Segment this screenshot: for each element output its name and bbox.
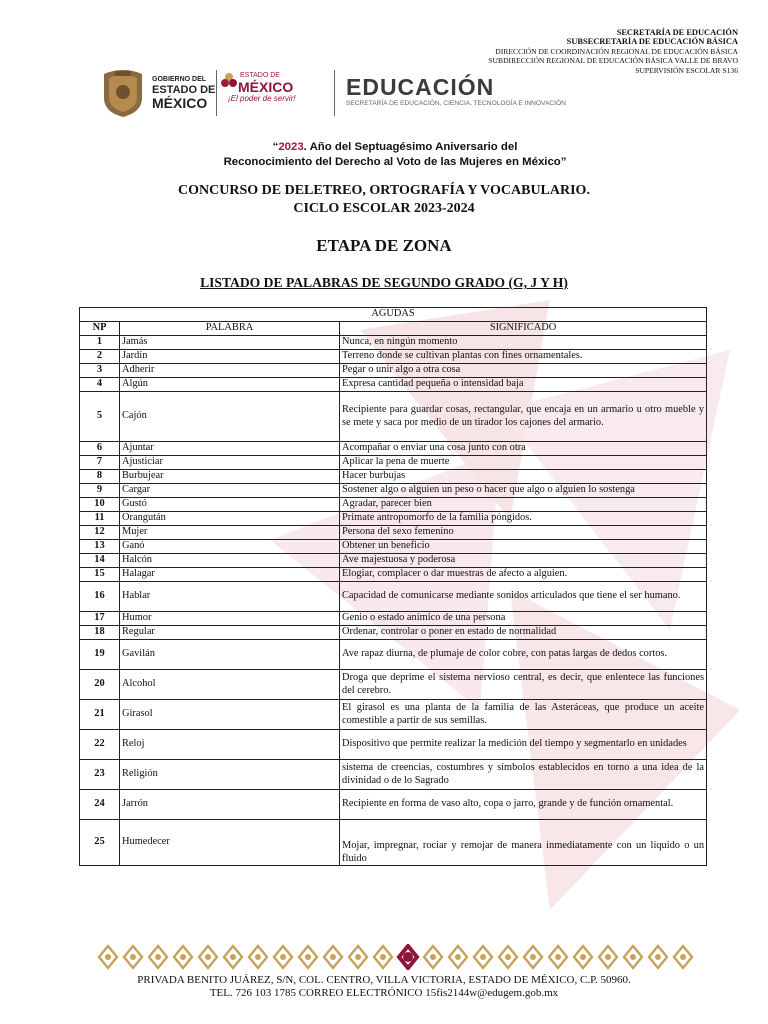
table-row	[80, 612, 707, 626]
table-row	[80, 582, 707, 612]
row-word: Mujer	[120, 526, 340, 540]
row-meaning: Elogiar, complacer o dar muestras de afecto a alguien.	[340, 568, 707, 582]
band-dot	[580, 954, 586, 960]
table-row	[80, 670, 707, 700]
band-dot	[530, 954, 536, 960]
band-dot	[505, 954, 511, 960]
flower-icon	[220, 72, 238, 90]
motto-year: 2023	[278, 141, 304, 153]
header-line-1: SECRETARÍA DE EDUCACIÓN	[616, 28, 738, 37]
row-word: Jarrón	[120, 790, 340, 820]
edomex-logo-top: ESTADO DE	[240, 72, 280, 79]
state-seal-icon	[100, 68, 146, 118]
header-line-2: SUBSECRETARÍA DE EDUCACIÓN BÁSICA	[566, 37, 738, 47]
educacion-logo	[346, 74, 566, 108]
table-row	[80, 626, 707, 640]
band-dot	[330, 954, 336, 960]
table-row	[80, 336, 707, 350]
row-meaning: Hacer burbujas	[340, 470, 707, 484]
row-meaning: Nunca, en ningún momento	[340, 336, 707, 350]
row-meaning: Acompañar o enviar una cosa junto con otra	[340, 442, 707, 456]
table-row	[80, 700, 707, 730]
row-word: Humor	[120, 612, 340, 626]
row-word: Gustó	[120, 498, 340, 512]
row-word: Jamás	[120, 336, 340, 350]
row-number: 12	[80, 526, 120, 540]
word-table	[79, 307, 707, 866]
table-row	[80, 392, 707, 442]
row-meaning: Dispositivo que permite realizar la medición del tiempo y segmentarlo en unidades	[340, 730, 707, 760]
row-number: 13	[80, 540, 120, 554]
row-number: 2	[80, 350, 120, 364]
row-number: 8	[80, 470, 120, 484]
table-row	[80, 512, 707, 526]
row-meaning: Capacidad de comunicarse mediante sonidos articulados que tiene el ser humano.	[340, 582, 707, 612]
table-row	[80, 790, 707, 820]
row-number: 25	[80, 820, 120, 866]
table-row	[80, 730, 707, 760]
row-word: Reloj	[120, 730, 340, 760]
row-meaning: Ordenar, controlar o poner en estado de normalidad	[340, 626, 707, 640]
contest-title: CONCURSO DE DELETREO, ORTOGRAFÍA Y VOCABULARIO.	[178, 183, 590, 198]
row-number: 10	[80, 498, 120, 512]
school-cycle: CICLO ESCOLAR 2023-2024	[293, 201, 475, 216]
band-dot	[355, 954, 361, 960]
edu-logo-subtitle: SECRETARÍA DE EDUCACIÓN, CIENCIA, TECNOLOGÍA E INNOVACIÓN	[346, 100, 566, 107]
row-number: 21	[80, 700, 120, 730]
row-number: 9	[80, 484, 120, 498]
table-row	[80, 498, 707, 512]
header-line-4: SUBDIRECCIÓN REGIONAL DE EDUCACIÓN BÁSICA VALLE DE BRAVO	[488, 56, 738, 66]
row-number: 1	[80, 336, 120, 350]
row-word: Ganó	[120, 540, 340, 554]
footer-address: PRIVADA BENITO JUÁREZ, S/N, COL. CENTRO, VILLA VICTORIA, ESTADO DE MÉXICO, C.P. 50960.	[137, 974, 631, 986]
table-row	[80, 350, 707, 364]
row-word: Alcohol	[120, 670, 340, 700]
row-meaning: Pegar o unir algo a otra cosa	[340, 364, 707, 378]
row-meaning: Recipiente en forma de vaso alto, copa o jarro, grande y de función ornamental.	[340, 790, 707, 820]
table-row	[80, 568, 707, 582]
band-dot	[480, 954, 486, 960]
row-meaning: Persona del sexo femenino	[340, 526, 707, 540]
row-number: 18	[80, 626, 120, 640]
row-word: Regular	[120, 626, 340, 640]
table-row	[80, 484, 707, 498]
table-row	[80, 364, 707, 378]
header-line-5: SUPERVISIÓN ESCOLAR S136	[635, 65, 738, 75]
logo-divider	[334, 70, 335, 116]
column-header-np: NP	[80, 322, 120, 336]
band-dot	[155, 954, 161, 960]
band-dot	[455, 954, 461, 960]
row-meaning: Expresa cantidad pequeña o intensidad baja	[340, 378, 707, 392]
gob-logo-line2: MÉXICO	[152, 95, 208, 111]
stage-title: ETAPA DE ZONA	[316, 236, 452, 255]
row-number: 5	[80, 392, 120, 442]
band-dot	[605, 954, 611, 960]
row-number: 14	[80, 554, 120, 568]
row-meaning: Droga que deprime el sistema nervioso central, es decir, que enlentece las funciones del cerebro.	[340, 670, 707, 700]
row-word: Orangután	[120, 512, 340, 526]
table-row	[80, 540, 707, 554]
row-word: Jardín	[120, 350, 340, 364]
row-number: 15	[80, 568, 120, 582]
footer-contact: TEL. 726 103 1785 CORREO ELECTRÓNICO 15fis2144w@edugem.gob.mx	[209, 987, 559, 999]
row-number: 23	[80, 760, 120, 790]
gob-logo-line1: ESTADO DE	[152, 84, 216, 96]
gobierno-logo	[152, 76, 215, 110]
row-number: 24	[80, 790, 120, 820]
edomex-logo	[222, 72, 296, 104]
row-word: Religión	[120, 760, 340, 790]
row-number: 22	[80, 730, 120, 760]
table-row	[80, 640, 707, 670]
row-meaning: Genio o estado anímico de una persona	[340, 612, 707, 626]
edu-logo-title: EDUCACIÓN	[346, 74, 495, 100]
row-number: 17	[80, 612, 120, 626]
band-dot	[380, 954, 386, 960]
motto-open-quote: “	[272, 141, 279, 153]
row-meaning: Aplicar la pena de muerte	[340, 456, 707, 470]
row-meaning: Sostener algo o alguien un peso o hacer que algo o alguien lo sostenga	[340, 484, 707, 498]
year-motto	[150, 140, 640, 170]
band-dot	[555, 954, 561, 960]
column-header-meaning: SIGNIFICADO	[340, 322, 707, 336]
row-word: Hablar	[120, 582, 340, 612]
band-dot	[305, 954, 311, 960]
band-dot	[180, 954, 186, 960]
row-number: 7	[80, 456, 120, 470]
row-word: Ajusticiar	[120, 456, 340, 470]
edomex-logo-slogan: ¡El poder de servir!	[228, 94, 296, 103]
row-meaning: sistema de creencias, costumbres y símbolos establecidos en torno a una idea de la divinidad o de lo Sagrado	[340, 760, 707, 790]
row-word: Girasol	[120, 700, 340, 730]
row-word: Cajón	[120, 392, 340, 442]
row-word: Adherir	[120, 364, 340, 378]
decorative-band	[96, 944, 696, 970]
row-meaning: Agradar, parecer bien	[340, 498, 707, 512]
row-number: 19	[80, 640, 120, 670]
header-line-3: DIRECCIÓN DE COORDINACIÓN REGIONAL DE EDUCACIÓN BÁSICA	[495, 46, 738, 56]
row-number: 20	[80, 670, 120, 700]
row-number: 16	[80, 582, 120, 612]
row-word: Algún	[120, 378, 340, 392]
row-word: Humedecer	[120, 820, 340, 866]
row-number: 4	[80, 378, 120, 392]
band-dot	[403, 952, 413, 962]
band-dot	[680, 954, 686, 960]
band-dot	[205, 954, 211, 960]
row-number: 11	[80, 512, 120, 526]
band-dot	[230, 954, 236, 960]
edomex-logo-main: MÉXICO	[238, 79, 294, 95]
table-row	[80, 442, 707, 456]
row-meaning: Ave rapaz diurna, de plumaje de color cobre, con patas largas de dedos cortos.	[340, 640, 707, 670]
table-row	[80, 470, 707, 484]
table-row	[80, 760, 707, 790]
band-dot	[280, 954, 286, 960]
band-dot	[630, 954, 636, 960]
band-dot	[130, 954, 136, 960]
table-row	[80, 554, 707, 568]
band-dot	[105, 954, 111, 960]
column-header-word: PALABRA	[120, 322, 340, 336]
row-word: Halagar	[120, 568, 340, 582]
motto-line2: Reconocimiento del Derecho al Voto de las Mujeres en México”	[223, 156, 567, 168]
row-number: 6	[80, 442, 120, 456]
row-meaning: Recipiente para guardar cosas, rectangular, que encaja en un armario u otro mueble y se mete y saca por medio de un tirador los cajones del armario.	[340, 392, 707, 442]
band-dot	[255, 954, 261, 960]
band-dot	[430, 954, 436, 960]
logo-divider	[216, 70, 217, 116]
row-meaning: Primate antropomorfo de la familia póngidos.	[340, 512, 707, 526]
row-meaning: El girasol es una planta de la familia de las Asteráceas, que produce un aceite comestible a partir de sus semillas.	[340, 700, 707, 730]
row-meaning: Mojar, impregnar, rociar y remojar de manera inmediatamente con un líquido o un fluido	[340, 820, 707, 866]
row-word: Burbujear	[120, 470, 340, 484]
row-number: 3	[80, 364, 120, 378]
band-dot	[655, 954, 661, 960]
row-meaning: Obtener un beneficio	[340, 540, 707, 554]
row-meaning: Ave majestuosa y poderosa	[340, 554, 707, 568]
list-title: LISTADO DE PALABRAS DE SEGUNDO GRADO (G, J Y H)	[200, 275, 568, 290]
row-meaning: Terreno donde se cultivan plantas con fines ornamentales.	[340, 350, 707, 364]
gob-logo-small: GOBIERNO DEL	[152, 76, 207, 83]
motto-line1: . Año del Septuagésimo Aniversario del	[303, 141, 518, 153]
row-word: Gavilán	[120, 640, 340, 670]
table-row	[80, 456, 707, 470]
table-row	[80, 378, 707, 392]
section-header: AGUDAS	[80, 308, 707, 322]
table-row	[80, 820, 707, 866]
row-word: Ajuntar	[120, 442, 340, 456]
row-word: Cargar	[120, 484, 340, 498]
row-word: Halcón	[120, 554, 340, 568]
logo-strip	[100, 66, 600, 124]
table-row	[80, 526, 707, 540]
